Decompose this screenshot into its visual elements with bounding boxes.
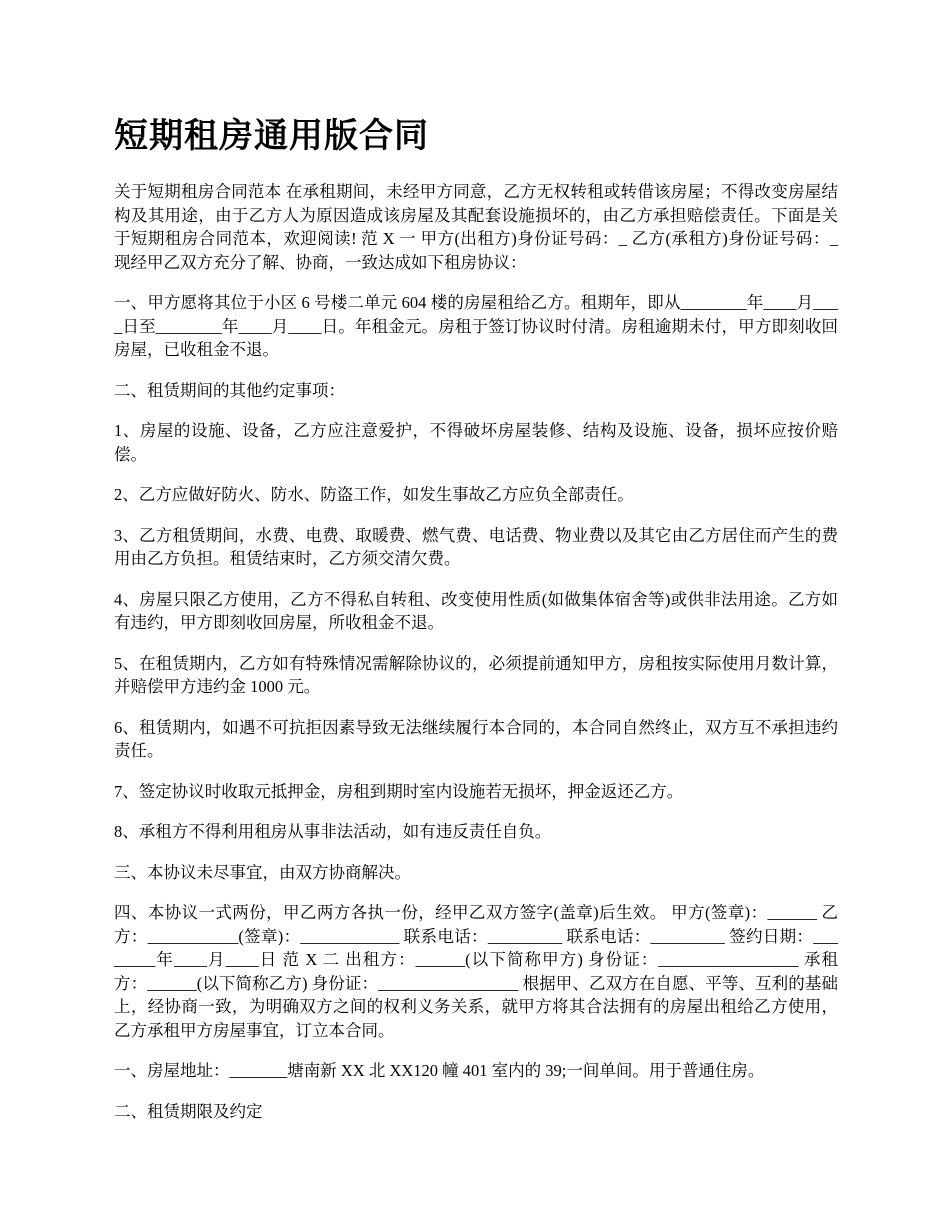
clause-2-heading: 二、租赁期间的其他约定事项： — [114, 380, 345, 400]
clause-3-negotiation: 三、本协议未尽事宜，由双方协商解决。 — [114, 862, 411, 882]
item-8-illegal-use: 8、承租方不得利用租房从事非法活动，如有违反责任自负。 — [114, 822, 552, 841]
template-2-address: 一、房屋地址：_______塘南新 XX 北 XX120 幢 401 室内的 39;一间单间。用于普通住房。 — [114, 1061, 765, 1080]
template-2-term-heading: 二、租赁期限及约定 — [114, 1101, 263, 1121]
item-1-facilities: 1、房屋的设施、设备，乙方应注意爱护，不得破坏房屋装修、结构及设施、设备，损坏应按价赔偿。 — [114, 421, 838, 464]
document-page — [114, 112, 838, 1140]
item-7-deposit: 7、签定协议时收取元抵押金，房租到期时室内设施若无损坏，押金返还乙方。 — [114, 781, 684, 801]
intro-paragraph: 关于短期租房合同范本 在承租期间，未经甲方同意，乙方无权转租或转借该房屋；不得改变房屋结构及其用途，由于乙方人为原因造成该房屋及其配套设施损坏的，由乙方承担赔偿责任。下面是关于短期租房合同范本，欢迎阅读! 范 X 一 甲方(出租方)身份证号码：_ 乙方(承租方)身份证号码：_ 现经甲乙双方充分了解、协商，一致达成如下租房协议： — [114, 182, 838, 272]
item-2-safety: 2、乙方应做好防火、防水、防盗工作，如发生事故乙方应负全部责任。 — [114, 485, 634, 504]
document-title: 短期租房通用版合同 — [114, 116, 429, 156]
item-5-termination: 5、在租赁期内，乙方如有特殊情况需解除协议的，必须提前通知甲方，房租按实际使用月数计算，并赔偿甲方违约金 1000 元。 — [114, 653, 838, 696]
clause-1-lease-term: 一、甲方愿将其位于小区 6 号楼二单元 604 楼的房屋租给乙方。租期年，即从________年____月____日至________年____月____日。年租金元。房租于签订协议时付清。房租逾期未付，甲方即刻收回房屋，已收租金不退。 — [114, 293, 838, 359]
item-6-force-majeure: 6、租赁期内，如遇不可抗拒因素导致无法继续履行本合同的，本合同自然终止，双方互不承担违约责任。 — [114, 717, 838, 760]
item-4-usage: 4、房屋只限乙方使用，乙方不得私自转租、改变使用性质(如做集体宿舍等)或供非法用途。乙方如有违约，甲方即刻收回房屋，所收租金不退。 — [114, 589, 838, 632]
item-3-fees: 3、乙方租赁期间，水费、电费、取暖费、燃气费、电话费、物业费以及其它由乙方居住而产生的费用由乙方负担。租赁结束时，乙方须交清欠费。 — [114, 525, 838, 568]
clause-4-signatures: 四、本协议一式两份，甲乙两方各执一份，经甲乙双方签字(盖章)后生效。 甲方(签章)：______ 乙方：___________(签章)：____________ 联系电话：_________ 联系电话：_________ 签约日期：________年____月____日 范 X 二 出租方：______(以下简称甲方) 身份证：_________________ 承租方：______(以下简称乙方) 身份证：_________________ 根据甲、乙双方在自愿、平等、互利的基础上，经协商一致，为明确双方之间的权利义务关系，就甲方将其合法拥有的房屋出租给乙方使用，乙方承租甲方房屋事宜，订立本合同。 — [114, 903, 838, 1040]
